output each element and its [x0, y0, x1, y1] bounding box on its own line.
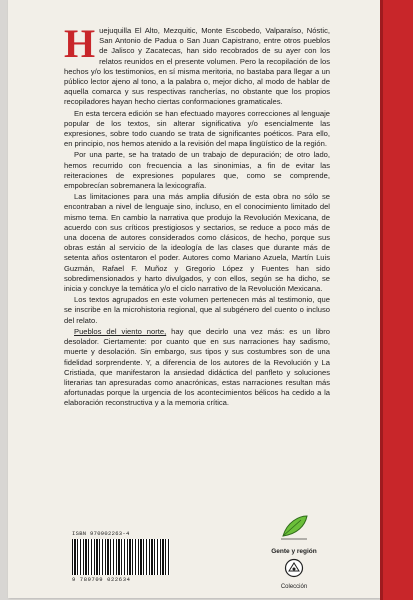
paragraph-6-text: hay que decirlo una vez más: es un libro desolador. Ciertamente: por cuanto que en sus narraciones hay sadismo, muerte y desolación. Sin embargo, sus tipos y sus costumbres son de una fidelidad sorprendente. Y, a diferencia de los autores de la Revolución y La Cristiada, que manifestaron la ansiedad didáctica del panfleto y soluciones literarias tan apresuradas como anacrónicas, estas narraciones resultan más afortunadas porque la urgencia de los acontecimientos bélicos ha cedido a la elaboración reconstructiva y a la memoria crítica.	[64, 326, 330, 408]
drop-cap: H	[64, 21, 96, 66]
book-spine	[380, 0, 413, 600]
barcode-number: 9 789709 022634	[72, 576, 131, 583]
book-title-reference: Pueblos del viento norte,	[74, 326, 167, 336]
collection-emblem-icon	[284, 558, 304, 578]
paragraph-2: En esta tercera edición se han efectuado mayores correcciones al lenguaje popular de los textos, sin alterar significativa y/o esencialmente las expresiones, sobre todo cuando se trata de significantes poéticos. Para ello, en principio, nos hemos atenido a la revisión del mapa lingüístico de la región.	[64, 108, 330, 149]
collection-label: Colección	[280, 584, 308, 590]
paragraph-1-text: uejuquilla El Alto, Mezquitic, Monte Escobedo, Valparaíso, Nóstic, San Antonio de Padua o San Juan Capistrano, entre otros pueblos de Jalisco y Zacatecas, han sido recobrados de su ayer con los relatos reunidos en el presente volumen. Pero la recopilación de los hechos y/o los testimonios, en sí misma meritoria, no bastaba para llegar a un público lector ajeno al tono, a la palabra o, mejor dicho, al modo de hablar de aquella comarca y sus respectivas rancherías, no obstante que los propios recopiladores hayan hecho ciertas conformaciones gramaticales.	[64, 26, 330, 107]
paragraph-1	[64, 21, 330, 108]
isbn-label: ISBN 970902263-4	[72, 530, 130, 537]
collection-logo	[264, 512, 324, 590]
back-cover-text	[64, 21, 330, 410]
back-cover	[8, 0, 380, 598]
collection-name: Gente y región	[271, 548, 317, 555]
paragraph-3: Por una parte, se ha tratado de un trabajo de depuración; de otro lado, hemos recurrido con frecuencia a las sinonimias, a fin de evitar las reiteraciones de expresiones populares que, como se comprende, empobrecían sobremanera la lexicografía.	[64, 150, 330, 191]
spine-edge	[380, 0, 383, 600]
barcode-icon	[72, 539, 170, 575]
leaf-logo-icon	[277, 512, 311, 542]
barcode-area	[72, 530, 170, 586]
paragraph-5: Los textos agrupados en este volumen pertenecen más al testimonio, que se inscribe en la microhistoria regional, que al subgénero del cuento o incluso del relato.	[64, 295, 330, 325]
paragraph-6	[64, 327, 330, 409]
paragraph-4: Las limitaciones para una más amplia difusión de esta obra no sólo se encontraban a nivel de lenguaje sino, incluso, en el conocimiento limitado del mismo tema. En cambio la narrativa que produjo la Revolución Mexicana, de acuerdo con sus críticos prestigiosos y sectarios, se reduce a poco más de una docena de autores considerados como clásicos, de hecho, porque sus obras están al servicio de la ideología de las clases que durante más de setenta años ostentaron el poder. Autores como Mariano Azuela, Martín Luis Guzmán, Rafael F. Muñoz y Gregorio López y Fuentes han sido sobredimensionados y harto divulgados, y con ellos, según se ha dicho, se inicia y concluye la temática y/o el ciclo narrativo de la Revolución Mexicana.	[64, 192, 330, 294]
